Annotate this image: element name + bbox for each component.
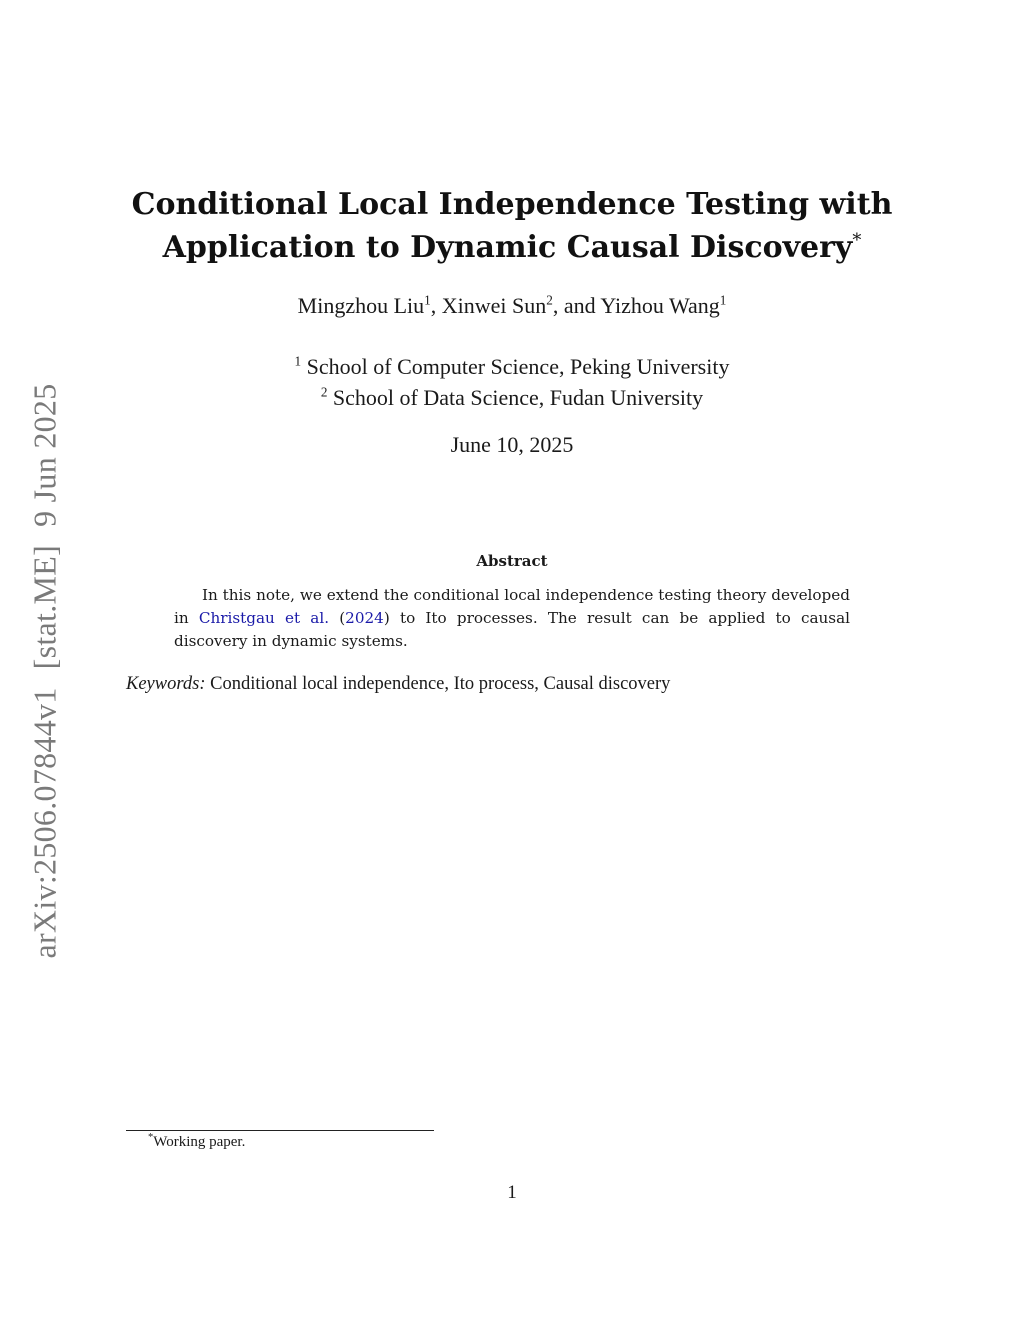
paper-title: [100, 183, 924, 269]
author-affiliation-mark: 1: [424, 292, 431, 308]
affiliation-1: $^1$ School of Computer Science, Peking University: [294, 353, 730, 379]
footnote: *Working paper.: [148, 1132, 246, 1150]
affiliation-2: $^2$ School of Data Science, Fudan University: [320, 384, 704, 410]
arxiv-category: [stat.ME]: [26, 544, 63, 670]
keywords: [126, 674, 906, 695]
title-line-2: Application to Dynamic Causal Discovery*: [162, 230, 862, 265]
author-list: Mingzhou Liu$^1$, Xinwei Sun$^2$, and Yizhou Wang$^1$: [297, 292, 727, 318]
arxiv-sidebar-stamp[interactable]: [27, 365, 64, 958]
citation-year-link[interactable]: 2024: [345, 609, 384, 627]
arxiv-date: 9 Jun 2025: [26, 383, 63, 527]
footnote-rule: [126, 1130, 434, 1131]
keywords-label: Keywords:: [126, 674, 206, 694]
title-line-1: Conditional Local Independence Testing with: [131, 187, 893, 222]
keywords-text: Conditional local independence, Ito process, Causal discovery: [210, 674, 671, 694]
paper-date: June 10, 2025: [450, 432, 574, 457]
author-name: Yizhou Wang: [600, 293, 720, 318]
arxiv-id[interactable]: arXiv:2506.07844v1: [26, 687, 63, 959]
page-number: 1: [507, 1182, 517, 1203]
abstract-text: In this note, we extend the conditional local independence testing theory developed in Christgau et al. (2024) to Ito processes. The result can be applied to causal discovery in dynamic systems.: [174, 586, 850, 650]
author-affiliation-mark: 1: [719, 292, 727, 308]
author-name: Xinwei Sun: [441, 293, 547, 318]
citation-author-link[interactable]: Christgau et al.: [198, 609, 330, 627]
title-footnote-mark[interactable]: *: [852, 230, 862, 251]
abstract-heading: Abstract: [476, 552, 548, 570]
author-affiliation-mark: 2: [546, 292, 553, 308]
author-name: Mingzhou Liu: [297, 293, 425, 318]
